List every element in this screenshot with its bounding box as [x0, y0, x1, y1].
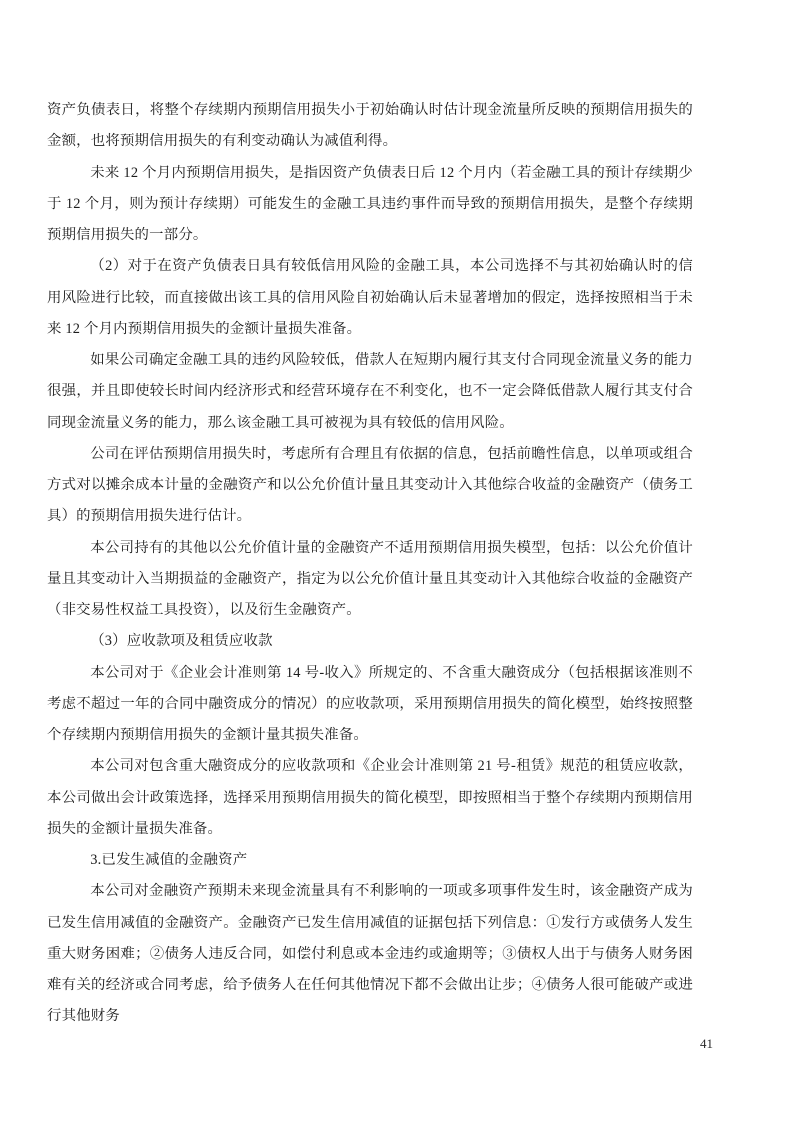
document-body [47, 95, 693, 1033]
paragraph: 公司在评估预期信用损失时，考虑所有合理且有依据的信息，包括前瞻性信息，以单项或组合方式对以摊余成本计量的金融资产和以公允价值计量且其变动计入其他综合收益的金融资产（债务工具）的预期信用损失进行估计。 [47, 445, 693, 525]
paragraph: 本公司对包含重大融资成分的应收款项和《企业会计准则第 21 号-租赁》规范的租赁应收款，本公司做出会计政策选择，选择采用预期信用损失的简化模型，即按照相当于整个存续期内预期信用损失的金额计量损失准备。 [47, 758, 693, 837]
paragraph: 未来 12 个月内预期信用损失，是指因资产负债表日后 12 个月内（若金融工具的预计存续期少于 12 个月，则为预计存续期）可能发生的金融工具违约事件而导致的预期信用损失，是整个存续期预期信用损失的一部分。 [47, 164, 693, 243]
section-heading: （3）应收款项及租赁应收款 [90, 633, 273, 650]
section-heading: 3.已发生减值的金融资产 [90, 852, 248, 868]
paragraph: 本公司对于《企业会计准则第 14 号-收入》所规定的、不含重大融资成分（包括根据该准则不考虑不超过一年的合同中融资成分的情况）的应收款项，采用预期信用损失的简化模型，始终按照整个存续期内预期信用损失的金额计量其损失准备。 [47, 664, 693, 743]
page-number: 41 [700, 1036, 713, 1051]
paragraph: 本公司持有的其他以公允价值计量的金融资产不适用预期信用损失模型，包括：以公允价值计量且其变动计入当期损益的金融资产，指定为以公允价值计量且其变动计入其他综合收益的金融资产（非交易性权益工具投资），以及衍生金融资产。 [47, 539, 693, 618]
paragraph: （2）对于在资产负债表日具有较低信用风险的金融工具，本公司选择不与其初始确认时的信用风险进行比较，而直接做出该工具的信用风险自初始确认后未显著增加的假定，选择按照相当于未来 12 个月内预期信用损失的金额计量损失准备。 [47, 258, 693, 337]
paragraph: 本公司对金融资产预期未来现金流量具有不利影响的一项或多项事件发生时，该金融资产成为已发生信用减值的金融资产。金融资产已发生信用减值的证据包括下列信息：①发行方或债务人发生重大财务困难；②债务人违反合同，如偿付利息或本金违约或逾期等；③债权人出于与债务人财务困难有关的经济或合同考虑，给予债务人在任何其他情况下都不会做出让步；④债务人很可能破产或进行其他财务 [47, 883, 693, 1025]
paragraph: 资产负债表日，将整个存续期内预期信用损失小于初始确认时估计现金流量所反映的预期信用损失的金额，也将预期信用损失的有利变动确认为减值利得。 [47, 102, 693, 150]
paragraph: 如果公司确定金融工具的违约风险较低，借款人在短期内履行其支付合同现金流量义务的能力很强，并且即使较长时间内经济形式和经营环境存在不利变化，也不一定会降低借款人履行其支付合同现金流量义务的能力，那么该金融工具可被视为具有较低的信用风险。 [47, 352, 693, 431]
